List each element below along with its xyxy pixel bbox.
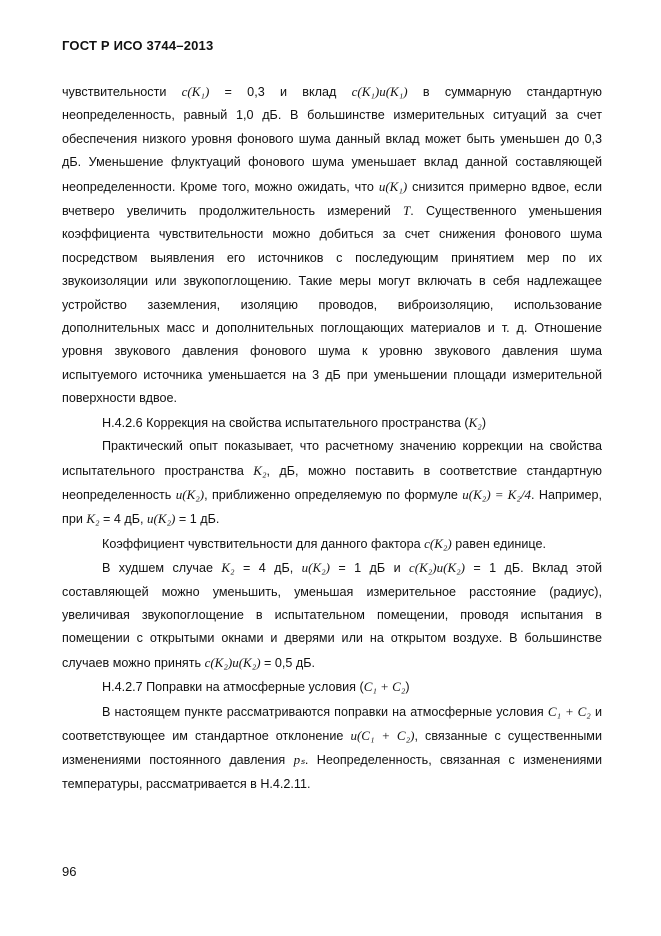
math-expression: u(K₂) <box>175 486 205 502</box>
text-run: Н.4.2.6 Коррекция на свойства испытательного пространства ( <box>102 415 469 430</box>
math-expression: C₁ + C₂ <box>363 679 406 695</box>
math-expression: c(K₂)u(K₂) <box>204 654 261 670</box>
math-expression: K₂ <box>86 511 100 527</box>
text-run: = 0,5 дБ. <box>260 655 316 670</box>
text-run: Практический опыт показывает, что расчетному значению коррекции на свойства испытательного пространства <box>62 439 602 478</box>
document-header: ГОСТ Р ИСО 3744–2013 <box>62 38 214 53</box>
text-run: и соответствующее им стандартное отклонение <box>62 704 603 743</box>
paragraph <box>62 700 602 797</box>
math-expression: K₂ <box>221 560 235 576</box>
text-run: равен единице. <box>451 536 546 551</box>
math-expression: c(K₁)u(K₁) <box>351 84 408 99</box>
text-run: . Существенного уменьшения коэффициента чувствительности можно добиться за счет снижения фонового шума посредством выявления его источников с последующим принятием мер по их звукоизоляции или звукопоглощению. Такие меры могут включать в себя надлежащее устройство заземления, изоляцию проводов, виброизоляцию, использование дополнительных масс и дополнительных поглощающих материалов и т. д. Отношение уровня звукового давления фонового шума к уровню звукового давления шума испытуемого источника уменьшается на 3 дБ при уменьшении площади измерительной поверхности вдвое. <box>62 204 603 406</box>
text-run: = 1 дБ. <box>175 512 220 527</box>
text-run: = 0,3 и вклад <box>209 85 352 99</box>
math-expression: u(K₂) = K₂/4 <box>462 486 531 502</box>
section-heading <box>62 675 602 699</box>
text-run: , связанные с существенными изменениями постоянного давления <box>62 728 603 768</box>
text-run: , дБ, можно поставить в соответствие стандартную неопределенность <box>62 463 602 502</box>
math-expression: K₂ <box>468 414 482 430</box>
math-expression: c(K₂) <box>424 535 452 551</box>
text-run: ) <box>481 415 487 430</box>
math-expression: u(K₂) <box>301 560 331 576</box>
math-expression: u(K₁) <box>378 178 408 194</box>
paragraph <box>62 532 602 556</box>
text-run: = 1 дБ и <box>330 561 409 576</box>
text-run: = 1 дБ. Вклад этой составляющей можно уменьшить, уменьшая измерительное расстояние (радиус), увеличивая звукопоглощение в испытательном помещении, проводя испытания в помещении с открытыми окнами и дверями или на открытом воздухе. В большинстве случаев можно принять <box>62 561 602 670</box>
text-run: , приближенно определяемую по формуле <box>204 487 463 502</box>
text-run: = 4 дБ, <box>99 512 148 527</box>
text-run: В настоящем пункте рассматриваются поправки на атмосферные условия <box>102 704 548 719</box>
text-run: Н.4.2.7 Поправки на атмосферные условия ( <box>102 680 364 695</box>
text-run: в суммарную стандартную неопределенность, равный 1,0 дБ. В большинстве измерительных ситуаций за счет обеспечения низкого уровня фонового шума данный вклад может быть уменьшен до 0,3 дБ. Уменьшение флуктуаций фонового шума уменьшает вклад данной составляющей неопределенности. Кроме того, можно ожидать, что <box>62 85 602 194</box>
text-run: Коэффициент чувствительности для данного фактора <box>102 536 425 551</box>
math-expression: u(C₁ + C₂) <box>350 727 415 743</box>
math-expression: T <box>403 203 411 219</box>
text-run: ) <box>405 680 410 695</box>
text-run: = 4 дБ, <box>234 561 302 576</box>
math-expression: c(K₁) <box>181 84 210 99</box>
math-expression: K₂ <box>253 462 267 478</box>
page-number: 96 <box>62 864 77 879</box>
text-run: . Например, при <box>62 487 602 527</box>
math-expression: c(K₂)u(K₂) <box>409 560 465 576</box>
document-body <box>62 80 602 796</box>
text-run: . Неопределенность, связанная с изменениями температуры, рассматривается в Н.4.2.11. <box>62 753 602 791</box>
math-expression: u(K₂) <box>147 511 176 527</box>
text-run: снизится примерно вдвое, если вчетверо увеличить продолжительность измерений <box>62 179 602 219</box>
paragraph <box>62 435 602 532</box>
paragraph <box>62 80 602 411</box>
section-heading <box>62 411 602 435</box>
paragraph <box>62 556 602 675</box>
math-expression: pₛ <box>293 752 305 768</box>
text-run: В худшем случае <box>102 561 222 576</box>
text-run: чувствительности <box>62 85 182 99</box>
math-expression: C₁ + C₂ <box>547 703 591 719</box>
